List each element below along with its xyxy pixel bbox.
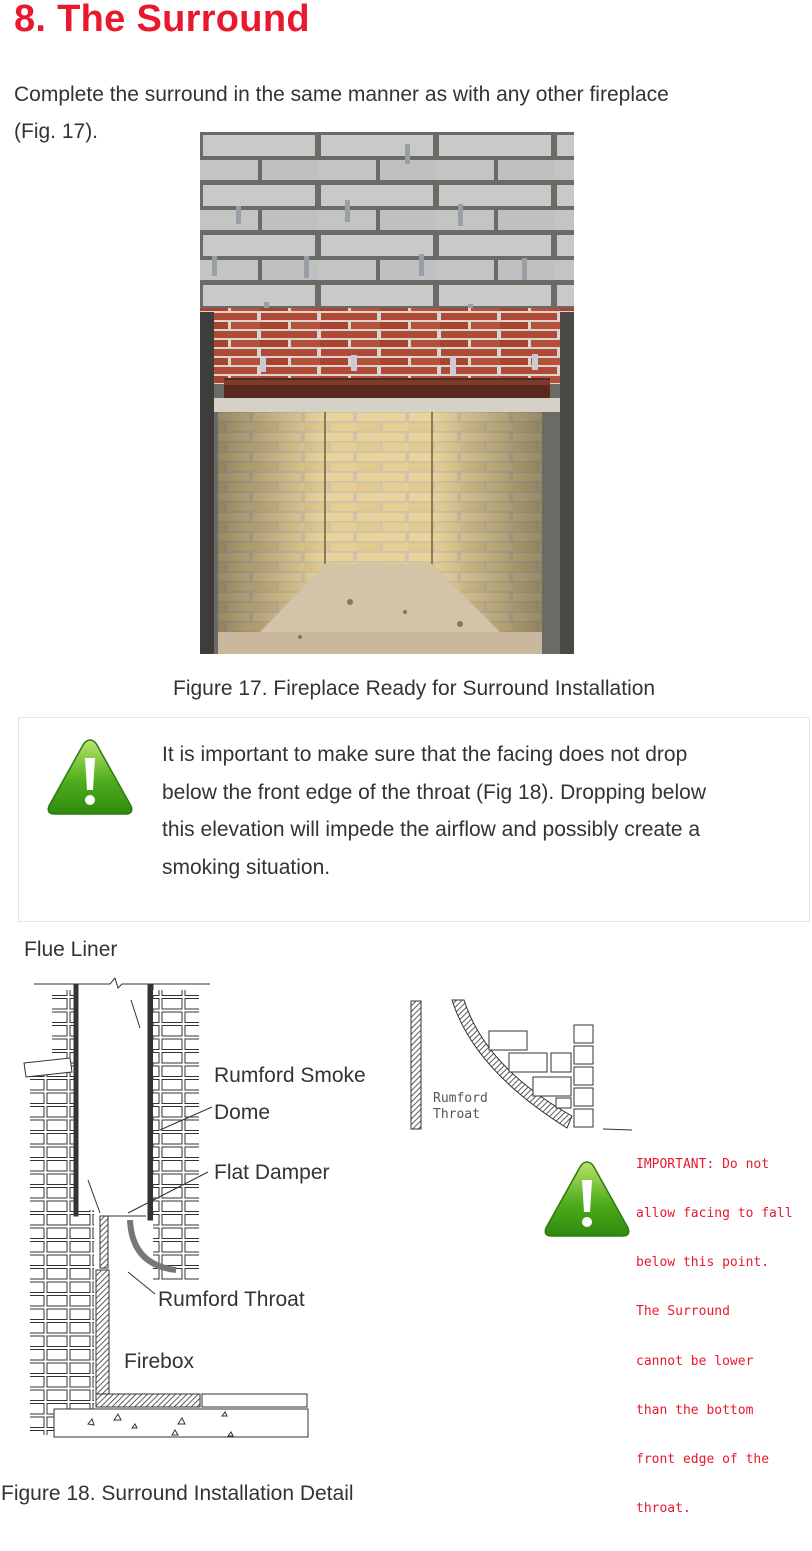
flat-damper-label: Flat Damper — [214, 1161, 330, 1184]
important-line: than the bottom — [636, 1402, 754, 1418]
intro-line: (Fig. 17). — [14, 120, 99, 143]
warning-line: below the front edge of the throat (Fig 18). Dropping below — [162, 780, 706, 804]
warning-note — [18, 717, 810, 922]
flue-liner-label: Flue Liner — [24, 938, 118, 961]
fireplace-photo — [200, 132, 574, 654]
warning-line: smoking situation. — [162, 855, 331, 879]
dome-label: Dome — [214, 1101, 271, 1124]
important-line: The Surround — [636, 1304, 730, 1320]
warning-text — [162, 736, 802, 886]
important-line: cannot be lower — [636, 1353, 754, 1369]
figure-17-caption: Figure 17. Fireplace Ready for Surround Installation — [173, 677, 656, 700]
detail-throat-label — [433, 1091, 488, 1124]
detail-label-line: Rumford — [433, 1091, 488, 1106]
important-line: front edge of the — [636, 1452, 770, 1468]
warning-line: It is important to make sure that the facing does not drop — [162, 743, 688, 766]
important-line: throat. — [636, 1501, 691, 1517]
detail-label-line: Throat — [433, 1107, 480, 1123]
important-note — [636, 1124, 793, 1551]
section-title: 8. The Surround — [14, 0, 310, 40]
warning-icon — [45, 736, 135, 818]
rumford-throat-label: Rumford Throat — [158, 1288, 305, 1311]
rumford-smoke-label: Rumford Smoke — [214, 1064, 366, 1087]
important-line: IMPORTANT: Do not — [636, 1156, 770, 1172]
important-line: below this point. — [636, 1255, 770, 1271]
warning-icon — [541, 1158, 633, 1240]
warning-line: this elevation will impede the airflow and possibly create a — [162, 818, 701, 841]
intro-line: Complete the surround in the same manner as with any other fireplace — [14, 83, 669, 106]
important-line: allow facing to fall — [636, 1206, 793, 1222]
figure-18-caption: Figure 18. Surround Installation Detail — [1, 1482, 354, 1505]
firebox-label: Firebox — [124, 1350, 195, 1373]
